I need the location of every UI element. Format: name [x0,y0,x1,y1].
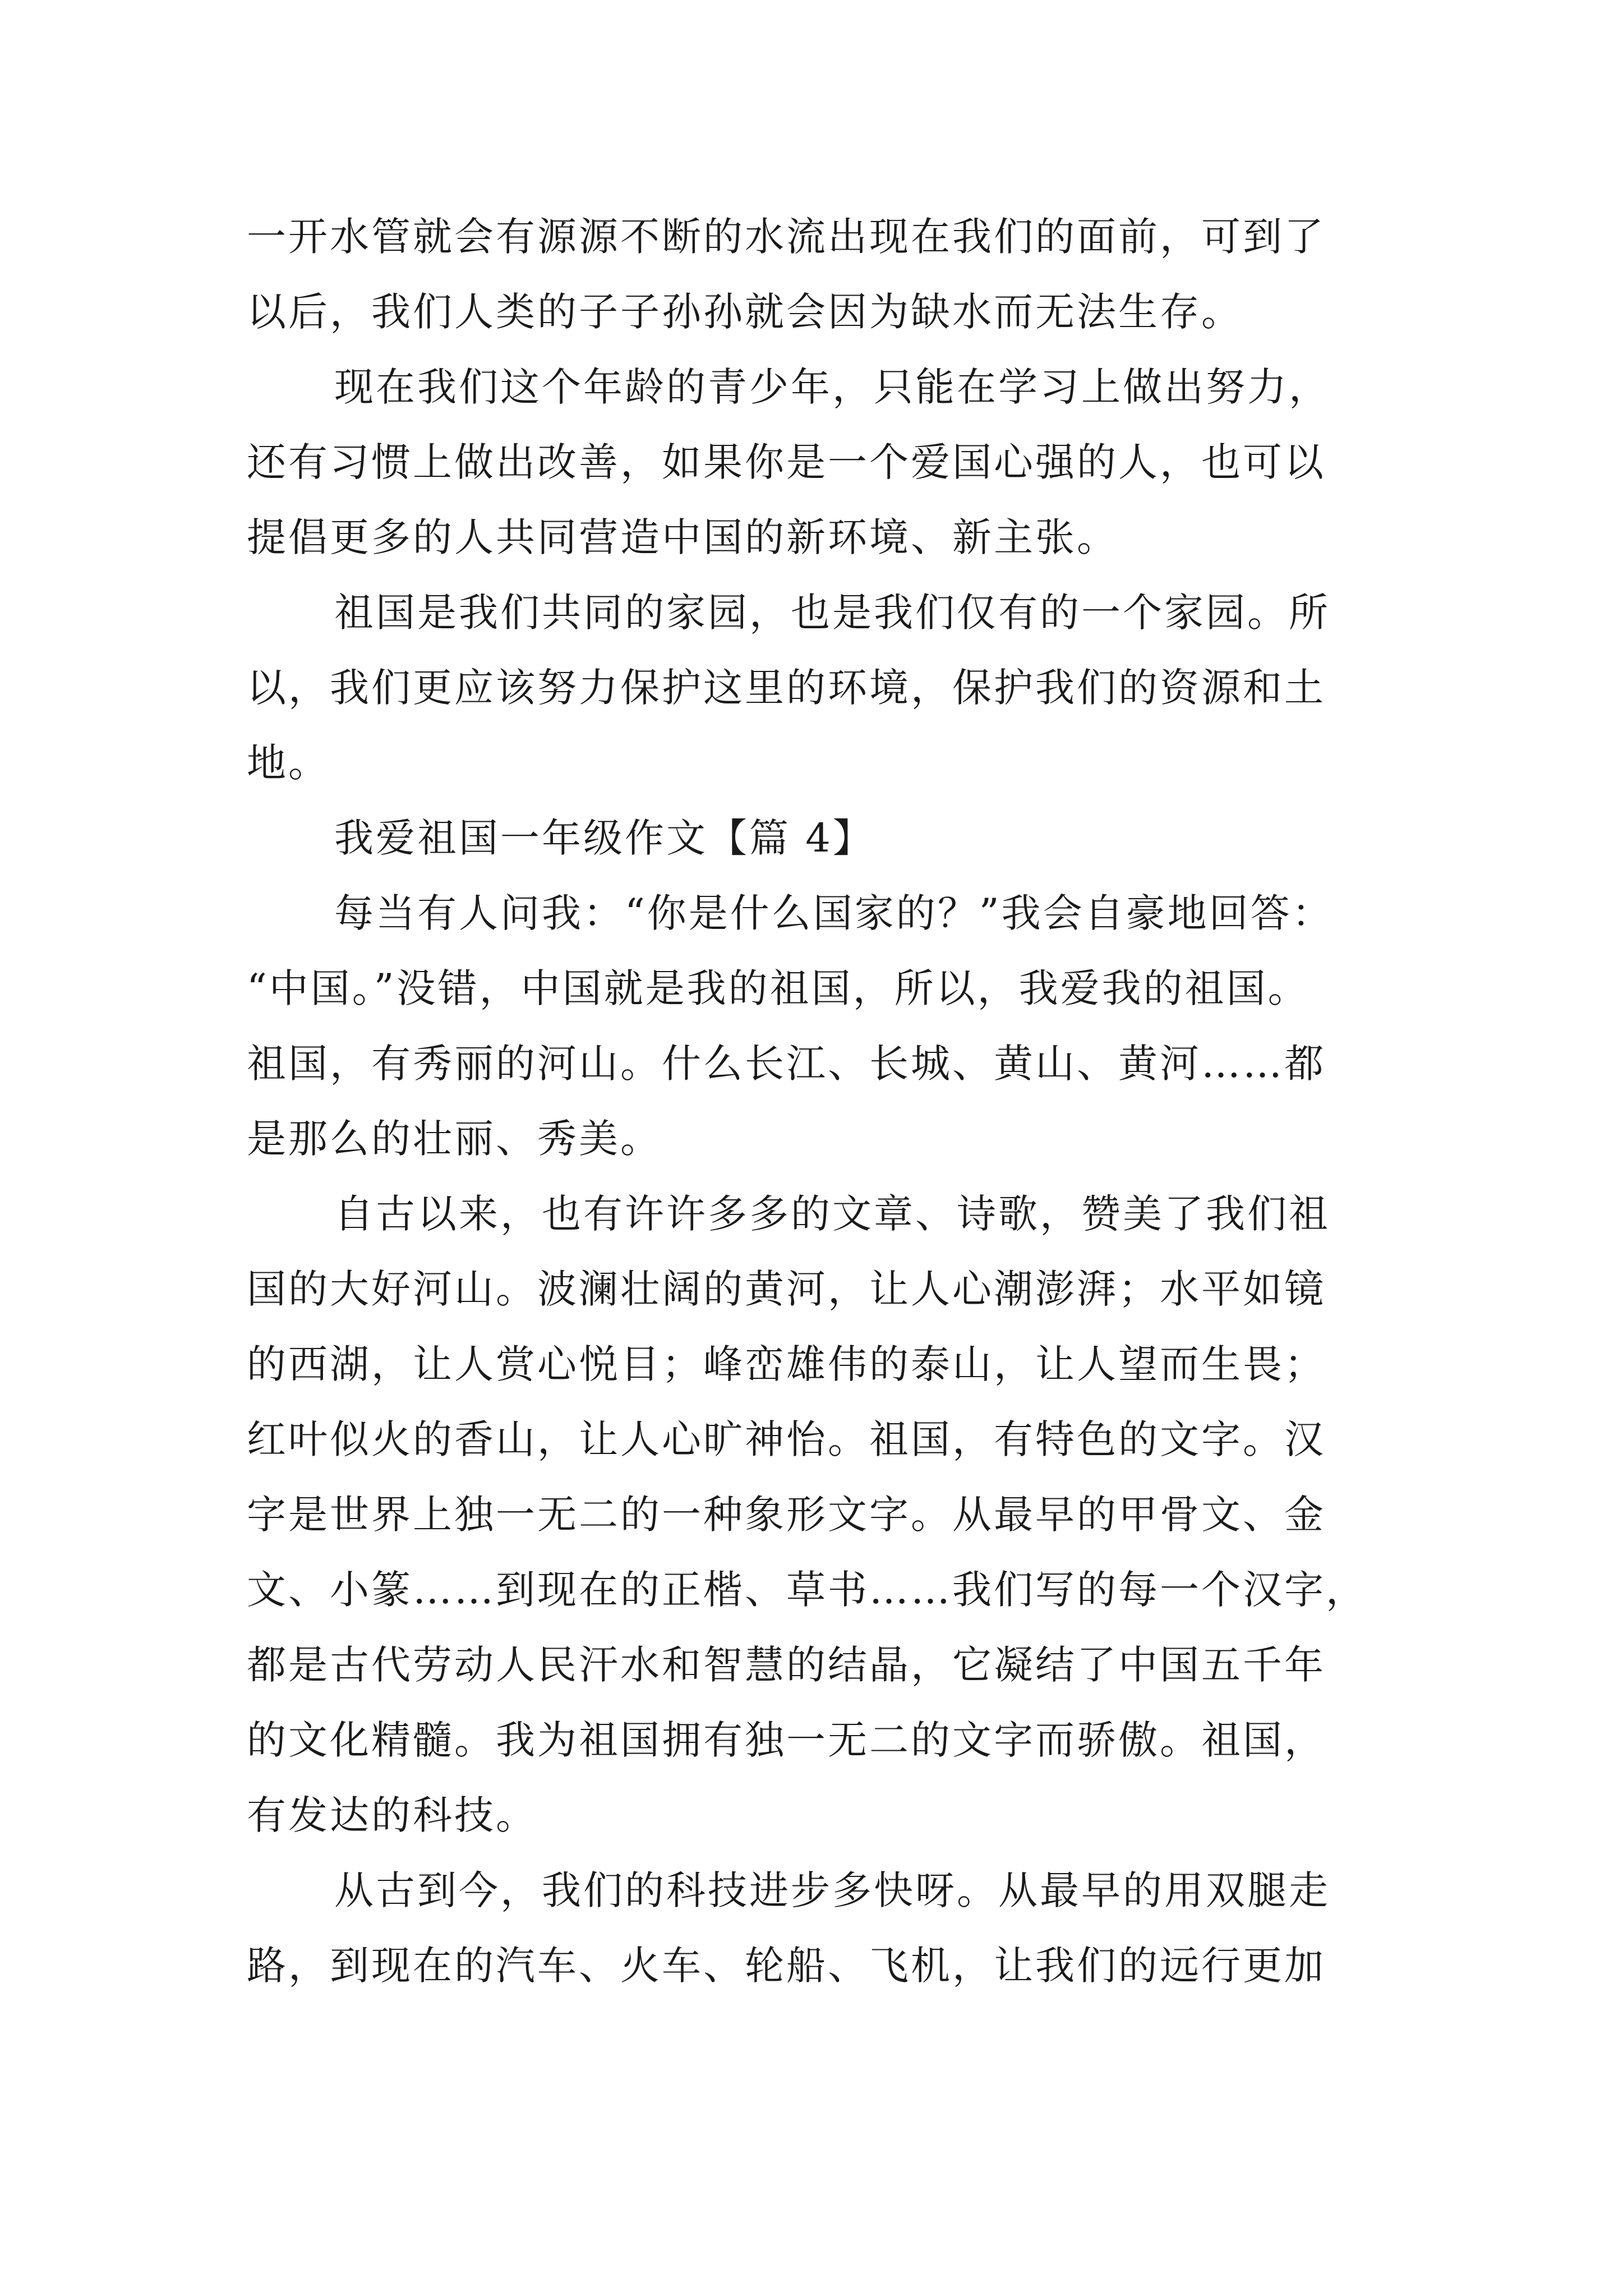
text-line-4: 还有习惯上做出改善，如果你是一个爱国心强的人，也可以 [247,439,1326,485]
text-line-11: “中国。”没错，中国就是我的祖国，所以，我爱我的祖国。 [247,965,1310,1011]
text-line-20: 都是古代劳动人民汗水和智慧的结晶，它凝结了中国五千年 [247,1642,1326,1688]
text-line-6: 祖国是我们共同的家园，也是我们仅有的一个家园。所 [334,590,1330,636]
section-heading: 我爱祖国一年级作文【篇 4】 [334,815,874,861]
text-line-17: 红叶似火的香山，让人心旷神怡。祖国，有特色的文字。汉 [247,1416,1326,1462]
text-line-16: 的西湖，让人赏心悦目；峰峦雄伟的泰山，让人望而生畏； [247,1341,1326,1387]
text-line-1: 一开水管就会有源源不断的水流出现在我们的面前，可到了 [247,214,1326,260]
text-line-8: 地。 [247,740,330,786]
text-line-21: 的文化精髓。我为祖国拥有独一无二的文字而骄傲。祖国， [247,1717,1326,1763]
text-line-2: 以后，我们人类的子子孙孙就会因为缺水而无法生存。 [247,289,1243,335]
text-line-23: 从古到今，我们的科技进步多快呀。从最早的用双腿走 [334,1867,1330,1913]
text-line-7: 以，我们更应该努力保护这里的环境，保护我们的资源和土 [247,665,1326,711]
text-line-3: 现在我们这个年龄的青少年，只能在学习上做出努力， [334,364,1330,410]
text-line-22: 有发达的科技。 [247,1792,537,1838]
text-line-12: 祖国，有秀丽的河山。什么长江、长城、黄山、黄河……都 [247,1041,1326,1087]
text-line-19: 文、小篆……到现在的正楷、草书……我们写的每一个汉字， [247,1567,1367,1613]
text-line-13: 是那么的壮丽、秀美。 [247,1116,662,1162]
text-line-24: 路，到现在的汽车、火车、轮船、飞机，让我们的远行更加 [247,1943,1326,1989]
text-line-5: 提倡更多的人共同营造中国的新环境、新主张。 [247,514,1118,560]
text-line-10: 每当有人问我：“你是什么国家的？”我会自豪地回答： [334,890,1334,936]
text-line-14: 自古以来，也有许许多多的文章、诗歌，赞美了我们祖 [334,1191,1330,1237]
text-line-18: 字是世界上独一无二的一种象形文字。从最早的甲骨文、金 [247,1492,1326,1538]
text-line-15: 国的大好河山。波澜壮阔的黄河，让人心潮澎湃；水平如镜 [247,1266,1326,1312]
